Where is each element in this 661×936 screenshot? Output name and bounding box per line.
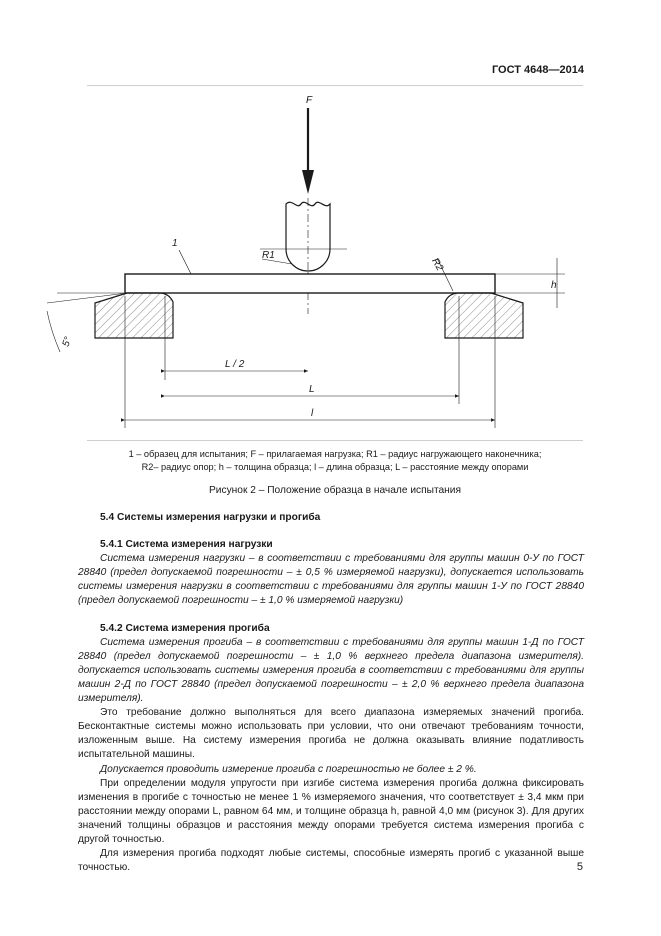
legend-line-1: 1 – образец для испытания; F – прилагаемая нагрузка; R1 – радиус нагружающего наконечника; (128, 449, 542, 459)
figure-legend (80, 448, 590, 473)
right-support (445, 293, 523, 338)
half-span-label: L / 2 (225, 359, 245, 370)
item-1-label: 1 (172, 238, 178, 249)
force-label: F (306, 95, 313, 106)
legend-line-2: R2– радиус опор; h – толщина образца; l – длина образца; L – расстояние между опорами (141, 461, 529, 472)
section-5-4-1-text: Система измерения нагрузки – в соответствии с требованиями для группы машин 0-У по ГОСТ 28840 (предел допускаемой погрешности – ± 0,5 % измеряемой нагрузки), допускается использовать системы измерения нагрузки в соответствии с требованиями для группы машин 1-У по ГОСТ 28840 (предел допускаемой погрешности – ± 1,0 % измеряемой нагрузки) (78, 553, 584, 607)
span-label: L (309, 384, 315, 395)
r1-label: R1 (262, 250, 275, 261)
paragraph-modulus: При определении модуля упругости при изгибе система измерения прогиба должна фиксировать изменения в прогибе с точностью не менее 1 % измеряемого значения, что соответствует ± 3,4 мкм при расстоянии между опорами L, равном 64 мм, и толщине образца h, равной 4,0 мм (рисунок 3). Для других значений толщины образцов и расстояния между опорами требуется система измерения прогиба с другой точностью. (78, 777, 584, 845)
paragraph-suitable-systems: Для измерения прогиба подходят любые системы, способные измерять прогиб с указанной выше точностью. (78, 848, 584, 874)
body-text (78, 511, 584, 875)
length-label: l (311, 408, 314, 419)
section-5-4-2-text: Система измерения прогиба – в соответствии с требованиями для группы машин 1-Д по ГОСТ 28840 (предел допускаемой погрешности – ± 1,0 % верхнего предела диапазона измерителя). допускается использовать системы измерения прогиба в соответствии с требованиями для группы машин 2-Д по ГОСТ 28840 (предел допускаемой погрешности – ± 2,0 % верхнего предела диапазона измерителя). (78, 636, 584, 705)
three-point-bend-diagram (60, 86, 583, 440)
standard-header: ГОСТ 4648—2014 (491, 64, 584, 76)
r2-label: R2 (429, 256, 446, 273)
section-5-4-2-heading: 5.4.2 Система измерения прогиба (100, 622, 270, 634)
thickness-label: h (551, 280, 557, 291)
section-5-4-1-heading: 5.4.1 Система измерения нагрузки (100, 539, 273, 551)
figure-caption: Рисунок 2 – Положение образца в начале испытания (208, 485, 462, 496)
figure-2-specimen-position (60, 85, 583, 441)
specimen (125, 274, 495, 293)
section-5-4-heading: 5.4 Системы измерения нагрузки и прогиба (100, 512, 321, 523)
left-support (95, 293, 173, 338)
angle-label: 5° (60, 335, 75, 349)
paragraph-error-limit: Допускается проводить измерение прогиба с погрешностью не более ± 2 %. (100, 763, 477, 775)
paragraph-requirement: Это требование должно выполняться для всего диапазона измеряемых значений прогиба. Бесконтактные системы можно использовать при условии, что они отвечают требованиям точности, изложенным выше. На систему измерения прогиба не должна оказывать влияние податливость испытательной машины. (78, 707, 584, 761)
page-number: 5 (576, 861, 583, 873)
